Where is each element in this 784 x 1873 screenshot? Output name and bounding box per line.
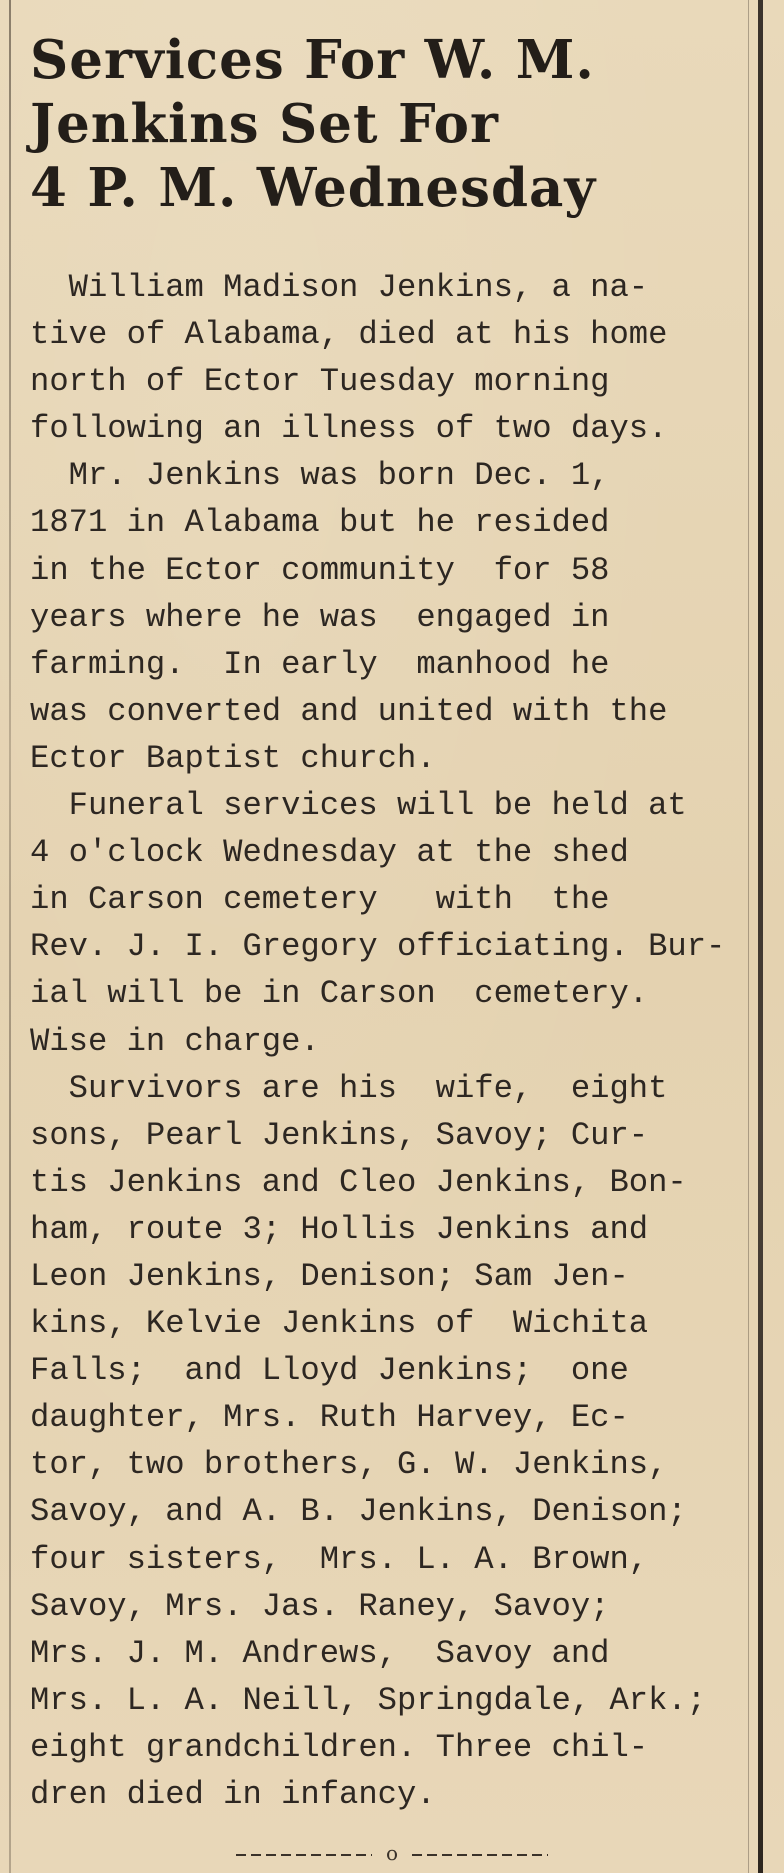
text-line: eight grandchildren. Three chil- bbox=[30, 1728, 649, 1766]
text-line: sons, Pearl Jenkins, Savoy; Cur- bbox=[30, 1116, 649, 1154]
text-line: Rev. J. I. Gregory officiating. Bur- bbox=[30, 928, 726, 966]
text-line: following an illness of two days. bbox=[30, 410, 668, 448]
end-rule-ornament bbox=[232, 1845, 552, 1865]
headline-line: Jenkins Set For bbox=[30, 93, 499, 155]
ornament-glyph: o bbox=[385, 1845, 399, 1865]
text-line: Savoy, and A. B. Jenkins, Denison; bbox=[30, 1493, 687, 1531]
right-column-rule bbox=[758, 0, 763, 1873]
text-line: Wise in charge. bbox=[30, 1022, 320, 1060]
text-line: daughter, Mrs. Ruth Harvey, Ec- bbox=[30, 1399, 629, 1437]
paragraph-funeral-services bbox=[30, 782, 736, 1065]
text-line: Survivors are his wife, eight bbox=[30, 1069, 668, 1107]
right-column-rule-thin bbox=[748, 0, 749, 1873]
text-line: 4 o'clock Wednesday at the shed bbox=[30, 834, 629, 872]
text-line: Mrs. L. A. Neill, Springdale, Ark.; bbox=[30, 1681, 707, 1719]
text-line: kins, Kelvie Jenkins of Wichita bbox=[30, 1305, 649, 1343]
text-line: Savoy, Mrs. Jas. Raney, Savoy; bbox=[30, 1587, 610, 1625]
text-line: ial will be in Carson cemetery. bbox=[30, 975, 649, 1013]
paragraph-biography bbox=[30, 452, 736, 782]
left-column-rule bbox=[9, 0, 11, 1873]
text-line: William Madison Jenkins, a na- bbox=[30, 269, 649, 306]
headline bbox=[30, 28, 730, 220]
text-line: in Carson cemetery with the bbox=[30, 881, 610, 919]
text-line: four sisters, Mrs. L. A. Brown, bbox=[30, 1540, 649, 1578]
text-line: Mr. Jenkins was born Dec. 1, bbox=[30, 457, 610, 495]
text-line: Mrs. J. M. Andrews, Savoy and bbox=[30, 1634, 610, 1672]
text-line: tis Jenkins and Cleo Jenkins, Bon- bbox=[30, 1163, 687, 1201]
text-line: ham, route 3; Hollis Jenkins and bbox=[30, 1210, 649, 1248]
text-line: years where he was engaged in bbox=[30, 598, 610, 636]
article-body bbox=[30, 264, 736, 1818]
text-line: Leon Jenkins, Denison; Sam Jen- bbox=[30, 1257, 629, 1295]
paragraph-death-notice bbox=[30, 264, 736, 452]
text-line: Falls; and Lloyd Jenkins; one bbox=[30, 1352, 629, 1390]
text-line: farming. In early manhood he bbox=[30, 645, 610, 683]
text-line: 1871 in Alabama but he resided bbox=[30, 504, 610, 542]
text-line: was converted and united with the bbox=[30, 692, 668, 730]
text-line: tor, two brothers, G. W. Jenkins, bbox=[30, 1446, 668, 1484]
text-line: tive of Alabama, died at his home bbox=[30, 316, 668, 354]
headline-line: Services For W. M. bbox=[30, 29, 595, 91]
text-line: dren died in infancy. bbox=[30, 1776, 436, 1813]
text-line: north of Ector Tuesday morning bbox=[30, 363, 610, 401]
text-line: Funeral services will be held at bbox=[30, 787, 687, 825]
text-line: in the Ector community for 58 bbox=[30, 551, 610, 589]
text-line: Ector Baptist church. bbox=[30, 739, 436, 777]
headline-line: 4 P. M. Wednesday bbox=[30, 157, 597, 219]
paragraph-survivors bbox=[30, 1065, 736, 1819]
